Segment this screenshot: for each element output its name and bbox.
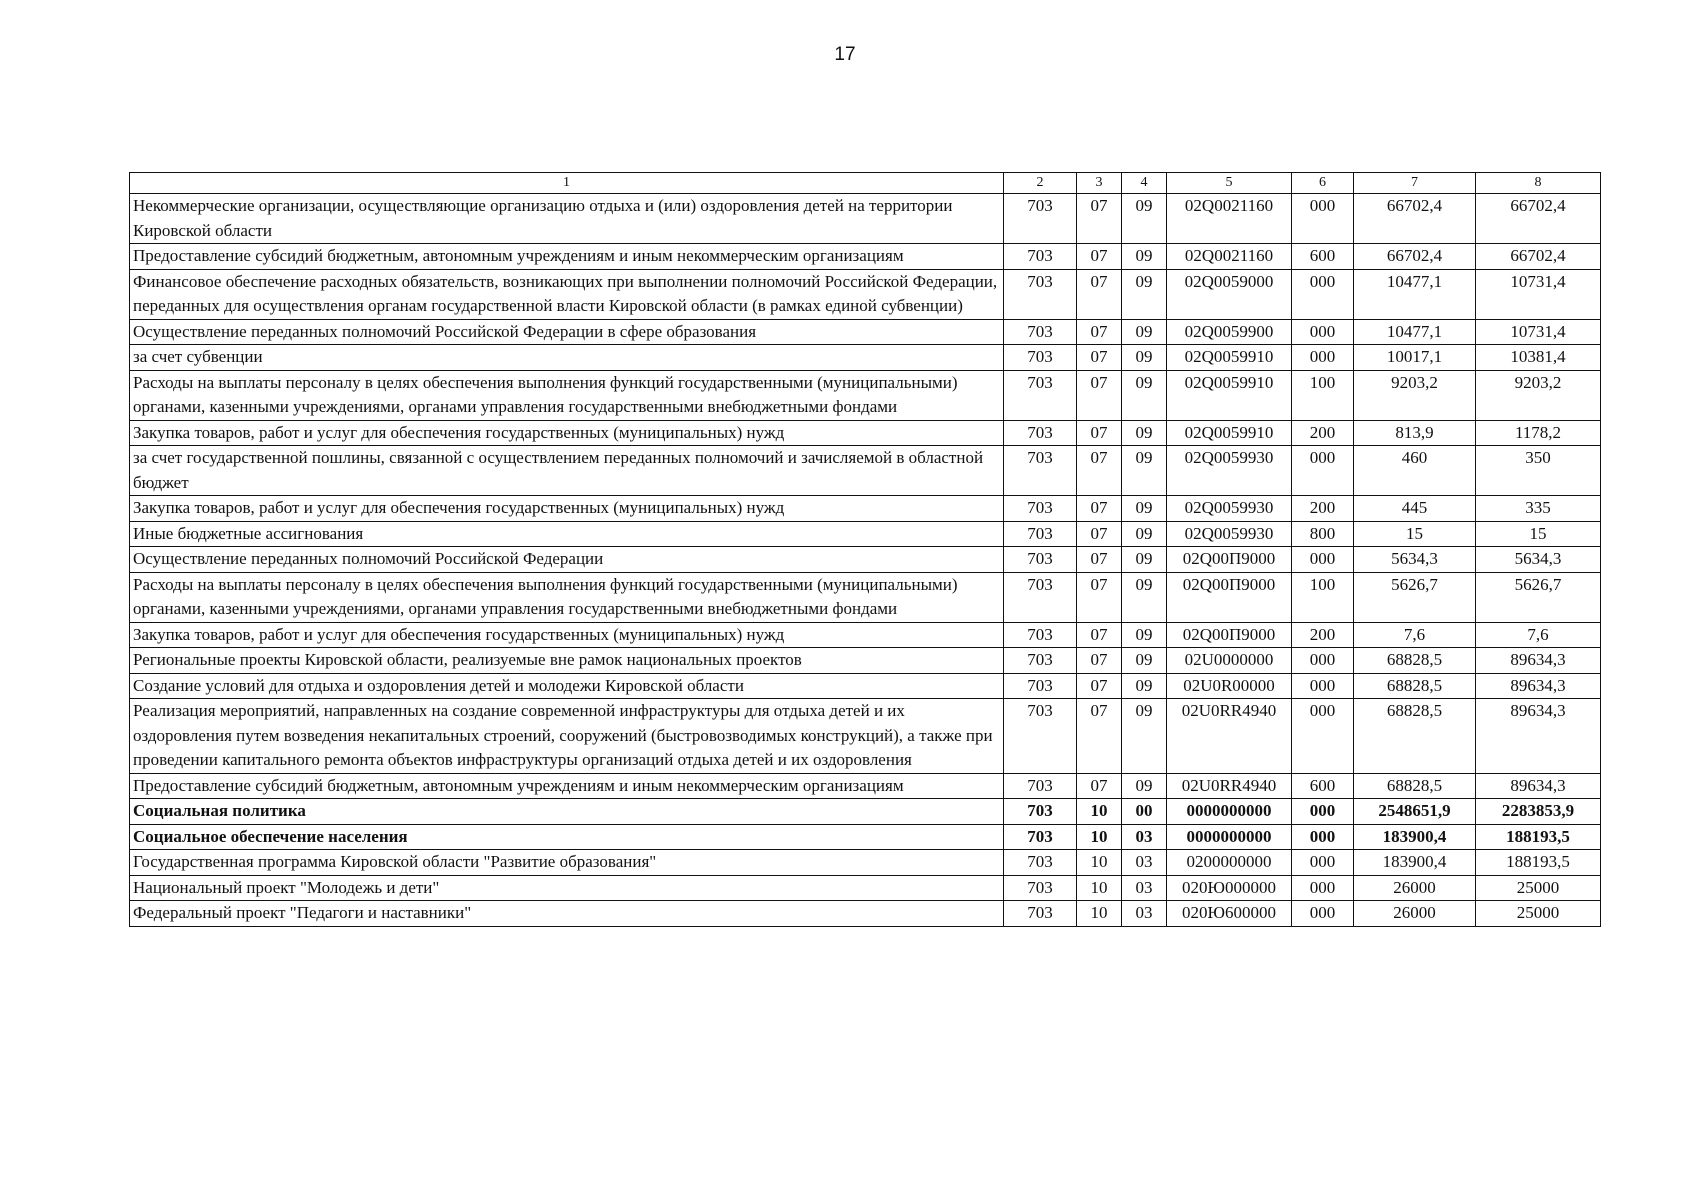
ministry-code-cell: 703	[1004, 673, 1077, 699]
expense-type-cell: 000	[1292, 319, 1354, 345]
target-article-cell: 02Q0059000	[1167, 269, 1292, 319]
amount-year1-cell: 15	[1354, 521, 1476, 547]
expense-type-cell: 000	[1292, 699, 1354, 774]
target-article-cell: 02Q0059910	[1167, 420, 1292, 446]
amount-year1-cell: 10477,1	[1354, 269, 1476, 319]
expense-name-cell: Предоставление субсидий бюджетным, автономным учреждениям и иным некоммерческим организациям	[130, 244, 1004, 270]
amount-year2-cell: 66702,4	[1476, 194, 1601, 244]
ministry-code-cell: 703	[1004, 446, 1077, 496]
subsection-code-cell: 09	[1122, 648, 1167, 674]
target-article-cell: 02Q00П9000	[1167, 547, 1292, 573]
header-cell: 8	[1476, 173, 1601, 194]
amount-year1-cell: 68828,5	[1354, 699, 1476, 774]
table-row	[130, 673, 1601, 699]
expense-name-cell: Региональные проекты Кировской области, реализуемые вне рамок национальных проектов	[130, 648, 1004, 674]
section-code-cell: 07	[1077, 194, 1122, 244]
expense-name-cell: Расходы на выплаты персоналу в целях обеспечения выполнения функций государственными (муниципальными) органами, казенными учреждениями, органами управления государственными внебюджетными фондами	[130, 370, 1004, 420]
table-row	[130, 269, 1601, 319]
section-code-cell: 07	[1077, 521, 1122, 547]
subsection-code-cell: 09	[1122, 446, 1167, 496]
amount-year2-cell: 9203,2	[1476, 370, 1601, 420]
expense-type-cell: 200	[1292, 420, 1354, 446]
expense-type-cell: 000	[1292, 875, 1354, 901]
expense-name-cell: Реализация мероприятий, направленных на создание современной инфраструктуры для отдыха детей и их оздоровления путем возведения некапитальных строений, сооружений (быстровозводимых конструкций), а также при проведении капитального ремонта объектов инфраструктуры организаций отдыха детей и их оздоровления	[130, 699, 1004, 774]
section-code-cell: 10	[1077, 875, 1122, 901]
expense-name-cell: Расходы на выплаты персоналу в целях обеспечения выполнения функций государственными (муниципальными) органами, казенными учреждениями, органами управления государственными внебюджетными фондами	[130, 572, 1004, 622]
table-row	[130, 824, 1601, 850]
ministry-code-cell: 703	[1004, 496, 1077, 522]
target-article-cell: 02U0000000	[1167, 648, 1292, 674]
amount-year2-cell: 89634,3	[1476, 648, 1601, 674]
ministry-code-cell: 703	[1004, 850, 1077, 876]
expense-name-cell: Иные бюджетные ассигнования	[130, 521, 1004, 547]
section-code-cell: 07	[1077, 622, 1122, 648]
table-row	[130, 345, 1601, 371]
subsection-code-cell: 09	[1122, 244, 1167, 270]
amount-year2-cell: 25000	[1476, 875, 1601, 901]
section-code-cell: 10	[1077, 824, 1122, 850]
amount-year2-cell: 10381,4	[1476, 345, 1601, 371]
amount-year2-cell: 89634,3	[1476, 773, 1601, 799]
amount-year1-cell: 68828,5	[1354, 673, 1476, 699]
section-code-cell: 07	[1077, 319, 1122, 345]
ministry-code-cell: 703	[1004, 875, 1077, 901]
expense-type-cell: 000	[1292, 799, 1354, 825]
expense-type-cell: 000	[1292, 901, 1354, 927]
table-row	[130, 521, 1601, 547]
amount-year2-cell: 66702,4	[1476, 244, 1601, 270]
expense-name-cell: Финансовое обеспечение расходных обязательств, возникающих при выполнении полномочий Российской Федерации, переданных для осуществления органам государственной власти Кировской области (в рамках единой субвенции)	[130, 269, 1004, 319]
expense-type-cell: 000	[1292, 547, 1354, 573]
table-row	[130, 699, 1601, 774]
amount-year1-cell: 183900,4	[1354, 824, 1476, 850]
budget-table	[129, 172, 1601, 927]
subsection-code-cell: 09	[1122, 194, 1167, 244]
expense-type-cell: 200	[1292, 622, 1354, 648]
table-row	[130, 319, 1601, 345]
subsection-code-cell: 03	[1122, 824, 1167, 850]
ministry-code-cell: 703	[1004, 901, 1077, 927]
target-article-cell: 02Q0059900	[1167, 319, 1292, 345]
ministry-code-cell: 703	[1004, 799, 1077, 825]
section-code-cell: 07	[1077, 773, 1122, 799]
header-cell: 4	[1122, 173, 1167, 194]
amount-year2-cell: 10731,4	[1476, 269, 1601, 319]
expense-name-cell: Закупка товаров, работ и услуг для обеспечения государственных (муниципальных) нужд	[130, 420, 1004, 446]
amount-year2-cell: 15	[1476, 521, 1601, 547]
target-article-cell: 02Q0059910	[1167, 345, 1292, 371]
amount-year2-cell: 10731,4	[1476, 319, 1601, 345]
subsection-code-cell: 03	[1122, 875, 1167, 901]
target-article-cell: 0200000000	[1167, 850, 1292, 876]
expense-name-cell: Национальный проект "Молодежь и дети"	[130, 875, 1004, 901]
amount-year2-cell: 188193,5	[1476, 824, 1601, 850]
amount-year1-cell: 68828,5	[1354, 648, 1476, 674]
expense-type-cell: 000	[1292, 446, 1354, 496]
section-code-cell: 10	[1077, 850, 1122, 876]
target-article-cell: 02Q0059930	[1167, 496, 1292, 522]
table-row	[130, 622, 1601, 648]
amount-year1-cell: 10477,1	[1354, 319, 1476, 345]
ministry-code-cell: 703	[1004, 572, 1077, 622]
expense-type-cell: 000	[1292, 345, 1354, 371]
target-article-cell: 02Q0021160	[1167, 194, 1292, 244]
subsection-code-cell: 09	[1122, 773, 1167, 799]
amount-year1-cell: 66702,4	[1354, 244, 1476, 270]
header-cell: 2	[1004, 173, 1077, 194]
table-row	[130, 420, 1601, 446]
ministry-code-cell: 703	[1004, 622, 1077, 648]
expense-name-cell: Социальная политика	[130, 799, 1004, 825]
amount-year2-cell: 335	[1476, 496, 1601, 522]
header-cell: 6	[1292, 173, 1354, 194]
header-cell: 1	[130, 173, 1004, 194]
ministry-code-cell: 703	[1004, 521, 1077, 547]
target-article-cell: 0000000000	[1167, 799, 1292, 825]
section-code-cell: 07	[1077, 420, 1122, 446]
section-code-cell: 07	[1077, 370, 1122, 420]
ministry-code-cell: 703	[1004, 824, 1077, 850]
amount-year1-cell: 10017,1	[1354, 345, 1476, 371]
section-code-cell: 07	[1077, 244, 1122, 270]
amount-year2-cell: 89634,3	[1476, 673, 1601, 699]
expense-name-cell: за счет государственной пошлины, связанной с осуществлением переданных полномочий и зачисляемой в областной бюджет	[130, 446, 1004, 496]
section-code-cell: 07	[1077, 446, 1122, 496]
expense-name-cell: Федеральный проект "Педагоги и наставники"	[130, 901, 1004, 927]
header-cell: 3	[1077, 173, 1122, 194]
target-article-cell: 02Q0059930	[1167, 446, 1292, 496]
target-article-cell: 02Q00П9000	[1167, 572, 1292, 622]
subsection-code-cell: 03	[1122, 850, 1167, 876]
ministry-code-cell: 703	[1004, 319, 1077, 345]
amount-year1-cell: 26000	[1354, 875, 1476, 901]
expense-name-cell: за счет субвенции	[130, 345, 1004, 371]
table-row	[130, 194, 1601, 244]
amount-year2-cell: 5634,3	[1476, 547, 1601, 573]
table-row	[130, 244, 1601, 270]
ministry-code-cell: 703	[1004, 194, 1077, 244]
amount-year2-cell: 2283853,9	[1476, 799, 1601, 825]
expense-name-cell: Социальное обеспечение населения	[130, 824, 1004, 850]
page-number: 17	[834, 44, 856, 65]
amount-year2-cell: 7,6	[1476, 622, 1601, 648]
target-article-cell: 02Q00П9000	[1167, 622, 1292, 648]
subsection-code-cell: 09	[1122, 345, 1167, 371]
expense-type-cell: 600	[1292, 773, 1354, 799]
table-row	[130, 901, 1601, 927]
ministry-code-cell: 703	[1004, 699, 1077, 774]
amount-year1-cell: 2548651,9	[1354, 799, 1476, 825]
expense-name-cell: Закупка товаров, работ и услуг для обеспечения государственных (муниципальных) нужд	[130, 496, 1004, 522]
expense-name-cell: Государственная программа Кировской области "Развитие образования"	[130, 850, 1004, 876]
target-article-cell: 02Q0021160	[1167, 244, 1292, 270]
ministry-code-cell: 703	[1004, 773, 1077, 799]
target-article-cell: 02Q0059930	[1167, 521, 1292, 547]
subsection-code-cell: 09	[1122, 673, 1167, 699]
expense-type-cell: 800	[1292, 521, 1354, 547]
table-row	[130, 572, 1601, 622]
amount-year2-cell: 5626,7	[1476, 572, 1601, 622]
expense-type-cell: 600	[1292, 244, 1354, 270]
header-cell: 7	[1354, 173, 1476, 194]
table-row	[130, 850, 1601, 876]
target-article-cell: 02U0RR4940	[1167, 699, 1292, 774]
amount-year1-cell: 813,9	[1354, 420, 1476, 446]
table-row	[130, 648, 1601, 674]
amount-year1-cell: 5626,7	[1354, 572, 1476, 622]
target-article-cell: 0000000000	[1167, 824, 1292, 850]
section-code-cell: 07	[1077, 496, 1122, 522]
amount-year1-cell: 445	[1354, 496, 1476, 522]
amount-year1-cell: 7,6	[1354, 622, 1476, 648]
target-article-cell: 020Ю600000	[1167, 901, 1292, 927]
expense-type-cell: 100	[1292, 370, 1354, 420]
subsection-code-cell: 09	[1122, 547, 1167, 573]
header-row	[130, 173, 1601, 194]
table-row	[130, 446, 1601, 496]
table-row	[130, 773, 1601, 799]
ministry-code-cell: 703	[1004, 345, 1077, 371]
amount-year1-cell: 460	[1354, 446, 1476, 496]
expense-type-cell: 000	[1292, 648, 1354, 674]
amount-year2-cell: 350	[1476, 446, 1601, 496]
amount-year1-cell: 68828,5	[1354, 773, 1476, 799]
table-row	[130, 875, 1601, 901]
section-code-cell: 07	[1077, 673, 1122, 699]
amount-year1-cell: 5634,3	[1354, 547, 1476, 573]
section-code-cell: 07	[1077, 345, 1122, 371]
expense-type-cell: 000	[1292, 673, 1354, 699]
table-row	[130, 496, 1601, 522]
subsection-code-cell: 03	[1122, 901, 1167, 927]
expense-name-cell: Создание условий для отдыха и оздоровления детей и молодежи Кировской области	[130, 673, 1004, 699]
expense-name-cell: Осуществление переданных полномочий Российской Федерации в сфере образования	[130, 319, 1004, 345]
amount-year1-cell: 183900,4	[1354, 850, 1476, 876]
expense-type-cell: 000	[1292, 824, 1354, 850]
subsection-code-cell: 09	[1122, 521, 1167, 547]
section-code-cell: 07	[1077, 699, 1122, 774]
amount-year2-cell: 89634,3	[1476, 699, 1601, 774]
expense-type-cell: 000	[1292, 850, 1354, 876]
section-code-cell: 07	[1077, 572, 1122, 622]
subsection-code-cell: 09	[1122, 420, 1167, 446]
subsection-code-cell: 09	[1122, 622, 1167, 648]
subsection-code-cell: 00	[1122, 799, 1167, 825]
section-code-cell: 07	[1077, 648, 1122, 674]
table-body	[130, 194, 1601, 927]
section-code-cell: 07	[1077, 269, 1122, 319]
ministry-code-cell: 703	[1004, 648, 1077, 674]
section-code-cell: 07	[1077, 547, 1122, 573]
expense-name-cell: Закупка товаров, работ и услуг для обеспечения государственных (муниципальных) нужд	[130, 622, 1004, 648]
expense-type-cell: 200	[1292, 496, 1354, 522]
expense-name-cell: Предоставление субсидий бюджетным, автономным учреждениям и иным некоммерческим организациям	[130, 773, 1004, 799]
table-row	[130, 547, 1601, 573]
section-code-cell: 10	[1077, 799, 1122, 825]
amount-year1-cell: 66702,4	[1354, 194, 1476, 244]
expense-type-cell: 000	[1292, 269, 1354, 319]
ministry-code-cell: 703	[1004, 547, 1077, 573]
subsection-code-cell: 09	[1122, 496, 1167, 522]
subsection-code-cell: 09	[1122, 699, 1167, 774]
amount-year2-cell: 188193,5	[1476, 850, 1601, 876]
table-row	[130, 370, 1601, 420]
expense-type-cell: 100	[1292, 572, 1354, 622]
ministry-code-cell: 703	[1004, 269, 1077, 319]
target-article-cell: 020Ю000000	[1167, 875, 1292, 901]
subsection-code-cell: 09	[1122, 370, 1167, 420]
subsection-code-cell: 09	[1122, 319, 1167, 345]
section-code-cell: 10	[1077, 901, 1122, 927]
target-article-cell: 02Q0059910	[1167, 370, 1292, 420]
target-article-cell: 02U0R00000	[1167, 673, 1292, 699]
table-row	[130, 799, 1601, 825]
target-article-cell: 02U0RR4940	[1167, 773, 1292, 799]
header-cell: 5	[1167, 173, 1292, 194]
amount-year1-cell: 26000	[1354, 901, 1476, 927]
amount-year2-cell: 1178,2	[1476, 420, 1601, 446]
expense-type-cell: 000	[1292, 194, 1354, 244]
subsection-code-cell: 09	[1122, 269, 1167, 319]
expense-name-cell: Осуществление переданных полномочий Российской Федерации	[130, 547, 1004, 573]
amount-year2-cell: 25000	[1476, 901, 1601, 927]
amount-year1-cell: 9203,2	[1354, 370, 1476, 420]
ministry-code-cell: 703	[1004, 370, 1077, 420]
ministry-code-cell: 703	[1004, 244, 1077, 270]
ministry-code-cell: 703	[1004, 420, 1077, 446]
expense-name-cell: Некоммерческие организации, осуществляющие организацию отдыха и (или) оздоровления детей на территории Кировской области	[130, 194, 1004, 244]
subsection-code-cell: 09	[1122, 572, 1167, 622]
